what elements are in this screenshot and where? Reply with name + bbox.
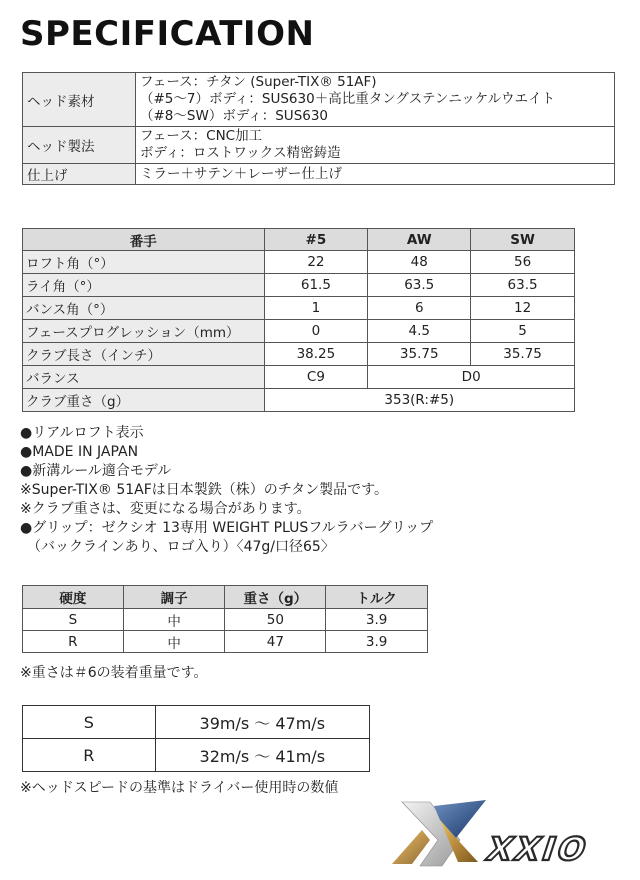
notes-list [20,424,433,557]
head-speed-table [22,705,370,772]
table-row [23,73,615,127]
note-item: （バックラインあり、ロゴ入り）〈47g/口径65〉 [20,539,335,555]
note-item: ※Super-TIX® 51AFは日本製鉄（株）のチタン製品です。 [20,482,388,498]
table-cell: 38.25 [264,343,368,366]
value-line: ボディ：ロストワックス精密鋳造 [140,145,341,161]
table-row [23,706,370,739]
table-row [23,297,575,320]
row-value [136,127,615,164]
logo-text: XXIO [481,830,595,868]
table-cell: D0 [368,366,575,389]
row-label: クラブ重さ（g） [23,389,265,412]
table-cell: 50 [225,609,326,631]
note-item: ●MADE IN JAPAN [20,444,139,460]
table-cell: 中 [123,609,225,631]
table-cell: 1 [264,297,368,320]
table-cell: 63.5 [471,274,575,297]
table-cell: S [23,609,124,631]
table-cell: 4.5 [368,320,471,343]
xxio-logo [382,790,632,870]
note-item: ●新溝ルール適合モデル [20,463,172,479]
table-cell: 3.9 [326,631,428,653]
row-label: ヘッド製法 [23,127,136,164]
table-row [23,389,575,412]
table-cell: R [23,739,156,772]
table-row [23,274,575,297]
table-cell: 48 [368,251,471,274]
table-cell: 3.9 [326,609,428,631]
table-cell: 6 [368,297,471,320]
value-line: （#5～7）ボディ：SUS630＋高比重タングステンニッケルウエイト [140,91,556,107]
row-value [136,164,615,185]
table-cell: 61.5 [264,274,368,297]
row-label: クラブ長さ（インチ） [23,343,265,366]
value-line: フェース：チタン (Super-TIX® 51AF) [140,74,377,90]
table-cell: R [23,631,124,653]
table-header-row [23,229,575,251]
row-label: バランス [23,366,265,389]
table-cell: 中 [123,631,225,653]
table-cell: 0 [264,320,368,343]
table-cell: 5 [471,320,575,343]
table-cell: 12 [471,297,575,320]
header-cell: SW [471,229,575,251]
header-cell: 番手 [23,229,265,251]
table-row [23,251,575,274]
table-cell: 39m/s ～ 47m/s [155,706,369,739]
header-cell: 調子 [123,586,225,609]
table-row [23,631,428,653]
table-row [23,164,615,185]
table-row [23,366,575,389]
table-cell: 35.75 [471,343,575,366]
header-cell: AW [368,229,471,251]
note-item: ※クラブ重さは、変更になる場合があります。 [20,501,311,517]
table-row [23,343,575,366]
row-label: ロフト角（°） [23,251,265,274]
table-cell: 22 [264,251,368,274]
page-title: SPECIFICATION [20,14,315,54]
table-cell: 35.75 [368,343,471,366]
value-line: ミラー＋サテン＋レーザー仕上げ [140,165,342,182]
note-item: ●リアルロフト表示 [20,425,144,441]
header-cell: #5 [264,229,368,251]
table-header-row [23,586,428,609]
table-cell: 47 [225,631,326,653]
table-cell: 32m/s ～ 41m/s [155,739,369,772]
row-label: ヘッド素材 [23,73,136,127]
row-label: ライ角（°） [23,274,265,297]
value-line: （#8～SW）ボディ：SUS630 [140,108,329,124]
value-line: フェース：CNC加工 [140,128,263,144]
header-cell: トルク [326,586,428,609]
table-cell: 353(R:#5) [264,389,575,412]
table-cell: 56 [471,251,575,274]
table-cell: S [23,706,156,739]
table-row [23,609,428,631]
row-label: フェースプログレッション（mm） [23,320,265,343]
note-item: ●グリップ：ゼクシオ 13専用 WEIGHT PLUSフルラバーグリップ [20,520,434,536]
row-value [136,73,615,127]
club-spec-table [22,228,575,412]
row-label: 仕上げ [23,164,136,185]
row-label: バンス角（°） [23,297,265,320]
header-cell: 重さ（g） [225,586,326,609]
table-cell: C9 [264,366,368,389]
spec-table [22,72,615,185]
speed-note: ※ヘッドスピードの基準はドライバー使用時の数値 [20,780,339,796]
table-cell: 63.5 [368,274,471,297]
table-row [23,320,575,343]
table-row [23,127,615,164]
header-cell: 硬度 [23,586,124,609]
shaft-table [22,585,428,653]
shaft-note: ※重さは＃6の装着重量です。 [20,665,208,681]
table-row [23,739,370,772]
